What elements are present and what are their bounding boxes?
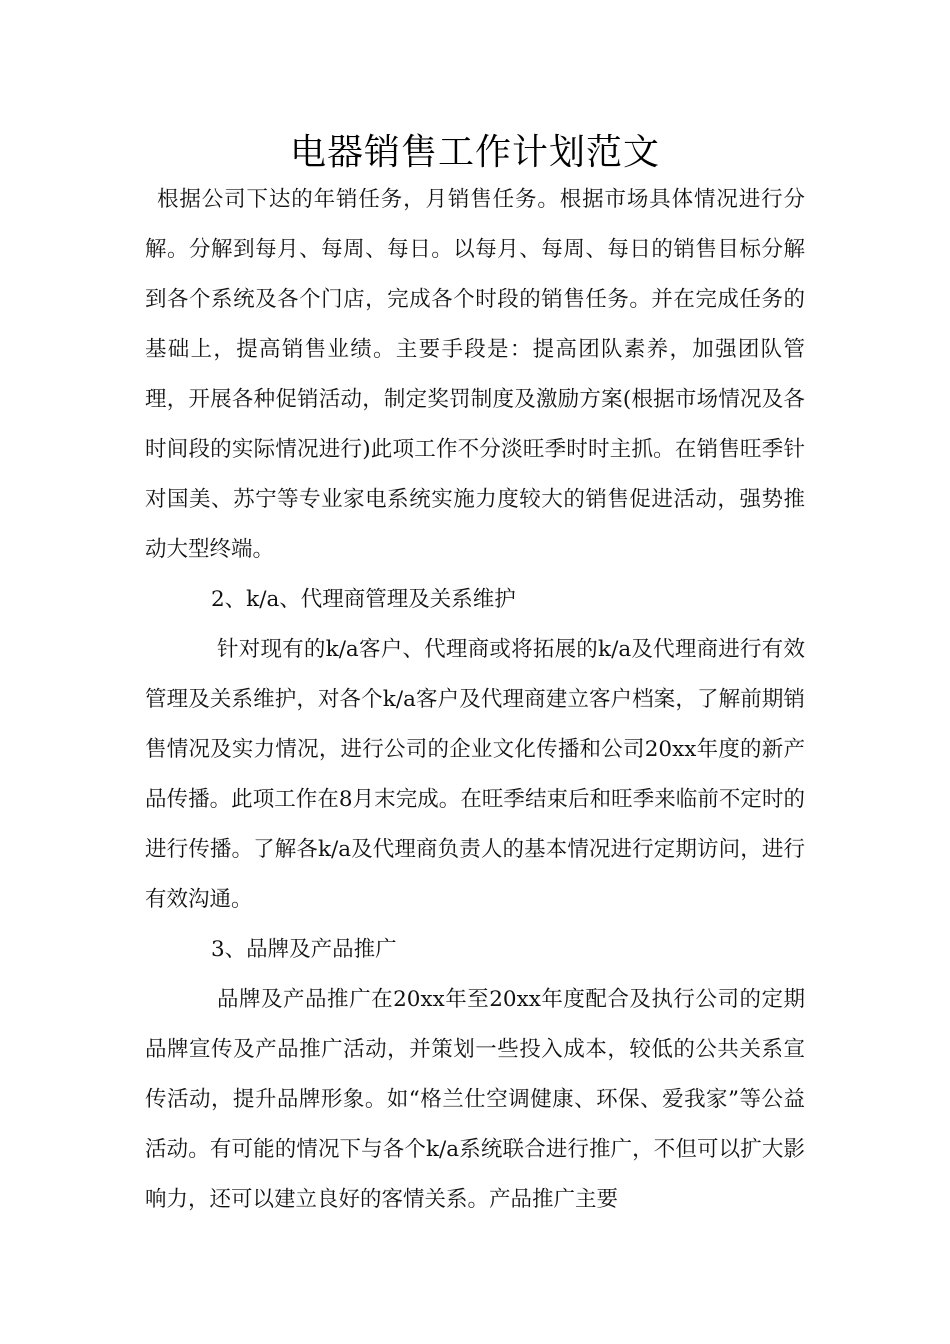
section-heading-brand-promotion: 3、品牌及产品推广 xyxy=(211,937,397,962)
paragraph-sales-targets: 根据公司下达的年销任务，月销售任务。根据市场具体情况进行分解。分解到每月、每周、每日。以每月、每周、每日的销售目标分解到各个系统及各个门店，完成各个时段的销售任务。并在完成任务的基础上，提高销售业绩。主要手段是：提高团队素养，加强团队管理，开展各种促销活动，制定奖罚制度及激励方案(根据市场情况及各时间段的实际情况进行)此项工作不分淡旺季时时主抓。在销售旺季针对国美、苏宁等专业家电系统实施力度较大的销售促进活动，强势推动大型终端。 xyxy=(145,187,805,562)
paragraph-ka-agents: 针对现有的k/a客户、代理商或将拓展的k/a及代理商进行有效管理及关系维护，对各个k/a客户及代理商建立客户档案，了解前期销售情况及实力情况，进行公司的企业文化传播和公司20xx年度的新产品传播。此项工作在8月末完成。在旺季结束后和旺季来临前不定时的进行传播。了解各k/a及代理商负责人的基本情况进行定期访问，进行有效沟通。 xyxy=(145,637,805,912)
document-title: 电器销售工作计划范文 xyxy=(289,132,660,173)
paragraph-brand-promotion: 品牌及产品推广在20xx年至20xx年度配合及执行公司的定期品牌宣传及产品推广活动，并策划一些投入成本，较低的公共关系宣传活动，提升品牌形象。如“格兰仕空调健康、环保、爱我家”等公益活动。有可能的情况下与各个k/a系统联合进行推广，不但可以扩大影响力，还可以建立良好的客情关系。产品推广主要 xyxy=(145,987,805,1212)
section-heading-ka-agents: 2、k/a、代理商管理及关系维护 xyxy=(211,587,516,612)
